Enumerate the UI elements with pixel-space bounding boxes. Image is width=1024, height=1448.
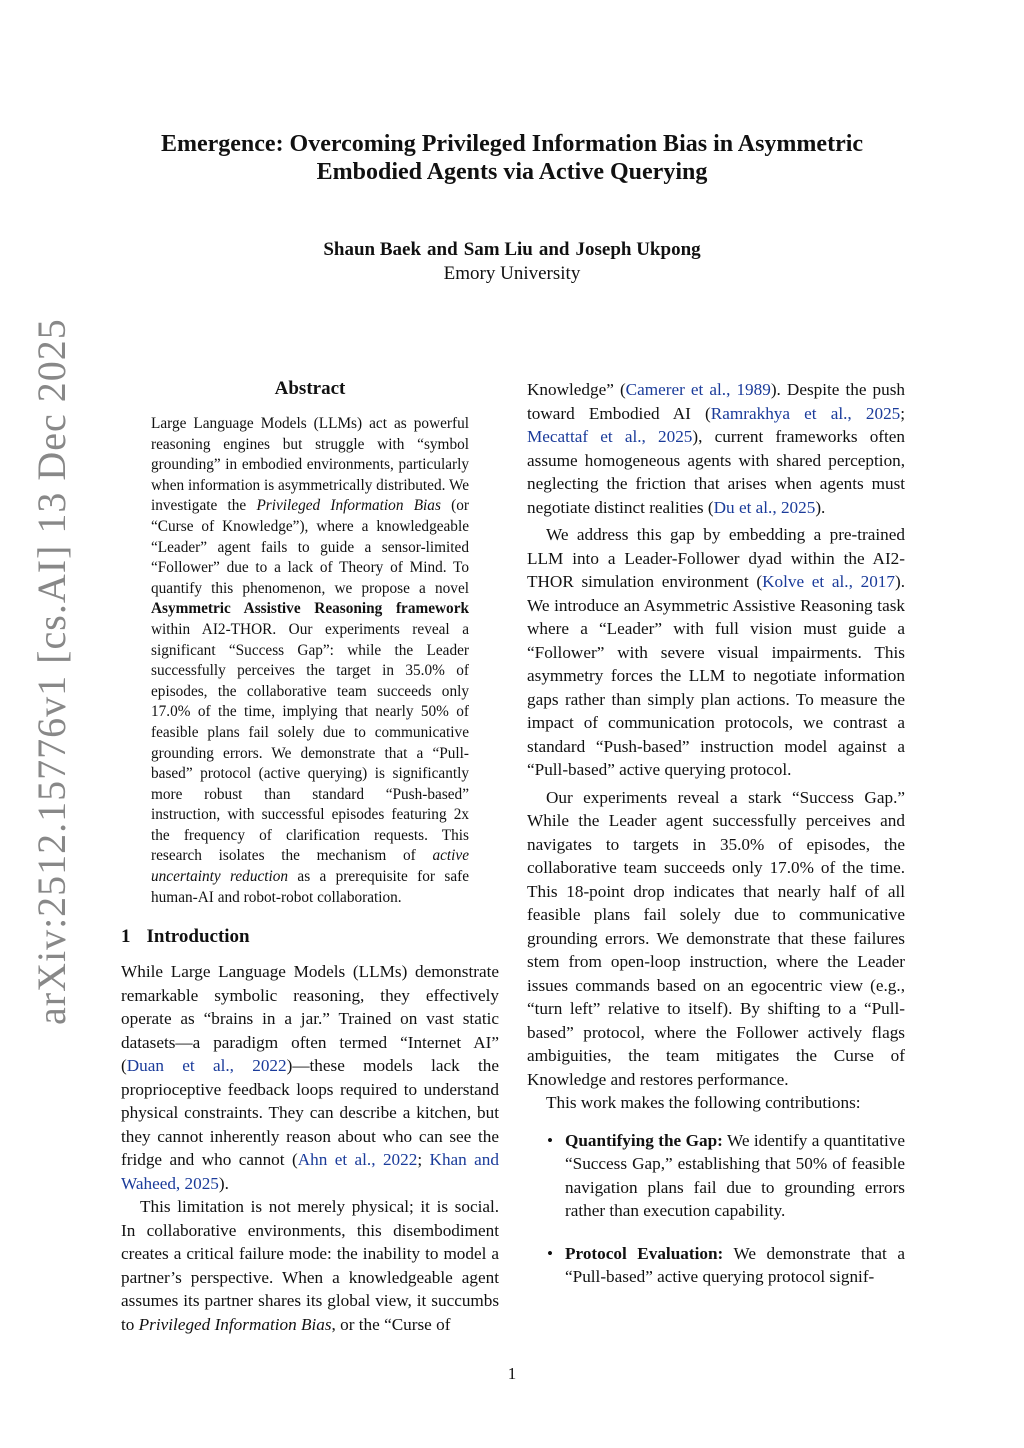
- author-block: [120, 238, 904, 286]
- intro-paragraph-1: While Large Language Models (LLMs) demonstrate remarkable symbolic reasoning, they effectively operate as “brains in a jar.” Trained on vast static datasets—a paradigm often termed “Internet AI” (Duan et al., 2022)—these models lack the proprioceptive feedback loops required to understand physical constraints. They can describe a kitchen, but they cannot inherently reason about who can see the fridge and who cannot (Ahn et al., 2022; Khan and Waheed, 2025).: [121, 962, 499, 1193]
- left-column: [121, 378, 499, 1336]
- emphasis-text: Information: [214, 1314, 297, 1334]
- citation-link[interactable]: [852, 404, 866, 423]
- contribution-text: We demonstrate that a “Pull-based” active querying protocol signif-: [565, 1243, 905, 1286]
- citation-link[interactable]: et: [738, 497, 752, 517]
- citation-link[interactable]: 2025: [658, 427, 693, 446]
- citation-link[interactable]: Khan and Waheed, 2025: [121, 1150, 499, 1193]
- citation-link[interactable]: [613, 427, 625, 446]
- abstract-bold: Asymmetric Assistive Reasoning framework: [151, 600, 469, 618]
- author-list: [120, 238, 904, 262]
- citation-link[interactable]: Camerer: [625, 380, 685, 399]
- citation-link[interactable]: 2025: [865, 403, 901, 423]
- section-heading-introduction: [121, 926, 499, 948]
- contribution-label: Quantifying the Gap:: [565, 1130, 723, 1150]
- abstract-emphasis: Privileged Information Bias: [256, 497, 441, 515]
- citation-link[interactable]: 2025: [780, 497, 816, 517]
- page-number: 1: [507, 1364, 517, 1383]
- author-separator: and: [538, 239, 570, 260]
- author-name: Sam Liu: [463, 239, 533, 260]
- citation-link[interactable]: al.,: [830, 403, 852, 423]
- citation-link[interactable]: Ramrakhya: [710, 403, 791, 423]
- title-line-1: Emergence: Overcoming Privileged Information Bias in Asymmetric: [160, 131, 864, 157]
- citation-link[interactable]: al.,: [624, 427, 646, 446]
- citation-link[interactable]: Ahn et al., 2022: [297, 1150, 418, 1170]
- citation-link[interactable]: [817, 404, 831, 423]
- citation-link[interactable]: et: [804, 403, 817, 423]
- intro-paragraph-2: This limitation is not merely physical; it is social. In collaborative environments, this disembodiment creates a critical failure mode: the inability to model a partner’s perspective. When a knowledgeable agent assumes its partner shares its global view, it succumbs to Privileged Information Bias, or the “Curse of: [121, 1197, 500, 1334]
- contribution-label: Protocol Evaluation:: [565, 1243, 724, 1263]
- citation-link[interactable]: al.,: [755, 497, 777, 517]
- contributions-list: [527, 1129, 905, 1289]
- citation-link[interactable]: [646, 427, 658, 446]
- list-item: [527, 1242, 905, 1289]
- abstract-emphasis: active uncertainty reduction: [151, 847, 469, 886]
- abstract-heading: Abstract: [274, 378, 346, 399]
- bullet-icon: •: [547, 1130, 554, 1150]
- abstract-body: Large Language Models (LLMs) act as powerful reasoning engines but struggle with “symbol grounding” in embodied environments, particularly when information is asymmetrically distributed. We investigate the Privileged Information Bias (or “Curse of Knowledge”), where a knowledgeable “Leader” agent fails to guide a sensor-limited “Follower” due to a lack of Theory of Mind. To quantify this phenomenon, we propose a novel Asymmetric Assistive Reasoning framework within AI2-THOR. Our experiments reveal a significant “Success Gap”: while the Leader successfully perceives the target in 35.0% of episodes, the collaborative team succeeds only 17.0% of the time, implying that nearly 50% of feasible plans fail solely due to communicative grounding errors. We demonstrate that a “Pull-based” protocol (active querying) is significantly more robust than standard “Push-based” instruction, with successful episodes featuring 2x the frequency of clarification requests. This research isolates the mechanism of active uncertainty reduction as a prerequisite for safe human-AI and robot-robot collaboration.: [151, 415, 469, 906]
- list-item: [527, 1129, 905, 1223]
- affiliation: Emory University: [443, 263, 581, 284]
- intro-paragraph-5: This work makes the following contributions:: [546, 1093, 861, 1112]
- intro-paragraph-2-continued: Knowledge” (Camerer et al., 1989). Despite the push toward Embodied AI (Ramrakhya et al., 2025; Mecattaf et al., 2025), current frameworks often assume homogeneous agents with shared perception, neglecting the friction that arises when agents must negotiate distinct realities (Du et al., 2025).: [527, 380, 906, 517]
- paper-title: [120, 130, 904, 186]
- title-line-2: Embodied Agents via Active Querying: [316, 159, 708, 185]
- citation-link[interactable]: Kolve et al., 2017: [762, 572, 895, 591]
- bullet-icon: •: [547, 1243, 554, 1263]
- contribution-text: We identify a quantitative “Success Gap,” establishing that 50% of feasible navigation plans fail due to grounding errors rather than execution capability.: [565, 1130, 905, 1220]
- section-title: Introduction: [146, 926, 250, 948]
- section-number: 1: [121, 926, 131, 948]
- citation-link[interactable]: et: [690, 380, 704, 399]
- emphasis-text: Bias: [300, 1314, 332, 1334]
- arxiv-identifier: arXiv:2512.15776v1 [cs.AI] 13 Dec 2025: [29, 318, 74, 1025]
- author-name: Shaun Baek: [323, 239, 422, 260]
- intro-paragraph-4: Our experiments reveal a stark “Success Gap.” While the Leader agent successfully perceives and navigates to targets in 35.0% of episodes, the collaborative team succeeds only 17.0% of the time. This 18-point drop indicates that nearly half of all feasible plans fail solely due to communicative grounding errors. We demonstrate that these failures stem from open-loop instruction, where the Leader issues commands based on an egocentric view (e.g., “turn left” relative to itself). By shifting to a “Pull-based” protocol, where the Follower actively flags ambiguities, the team mitigates the Curse of Knowledge and restores performance.: [527, 787, 905, 1089]
- citation-link[interactable]: [588, 427, 600, 446]
- author-name: Joseph Ukpong: [575, 239, 701, 260]
- citation-link[interactable]: 1989: [736, 380, 771, 399]
- citation-link[interactable]: et: [600, 427, 613, 446]
- author-separator: and: [427, 239, 458, 260]
- citation-link[interactable]: al.,: [709, 380, 731, 399]
- citation-link[interactable]: [790, 404, 804, 423]
- citation-link[interactable]: Du: [713, 497, 735, 517]
- right-column: [527, 378, 905, 1308]
- citation-link[interactable]: Mecattaf: [527, 427, 589, 446]
- intro-paragraph-3: We address this gap by embedding a pre-trained LLM into a Leader-Follower dyad within the AI2-THOR simulation environment (Kolve et al., 2017). We introduce an Asymmetric Assistive Reasoning task where a “Leader” with full vision must guide a “Follower” with severe visual impairments. This asymmetry forces the LLM to negotiate information gaps rather than simply plan actions. To measure the impact of communication protocols, we contrast a standard “Push-based” instruction model against a “Pull-based” active querying protocol.: [527, 525, 906, 779]
- citation-link[interactable]: Duan et al., 2022: [126, 1056, 287, 1076]
- emphasis-text: Privileged: [138, 1314, 211, 1334]
